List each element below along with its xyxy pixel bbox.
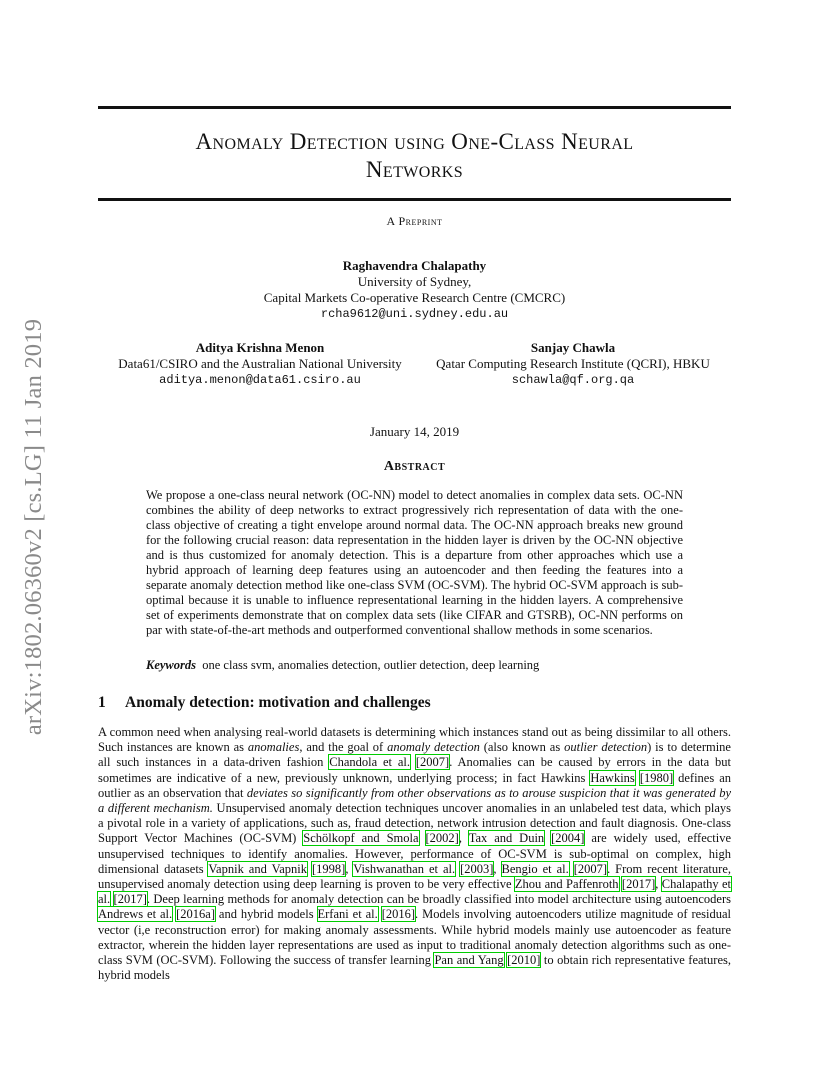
body-text-run: , [458, 831, 469, 846]
citation-link[interactable]: Hawkins [590, 770, 635, 785]
citation-year-link[interactable]: [2007] [415, 755, 450, 770]
author-name: Raghavendra Chalapathy [342, 258, 487, 273]
author-email[interactable]: schawla@qf.org.qa [511, 373, 635, 387]
author-affiliation: Qatar Computing Research Institute (QCRI), HBKU [436, 356, 710, 371]
section-title: Anomaly detection: motivation and challenges [125, 694, 431, 711]
paper-date: January 14, 2019 [369, 424, 460, 439]
citation-link[interactable]: Chalapathy et al. [98, 877, 732, 907]
body-text-run: and hybrid models [214, 907, 318, 922]
author-affiliation: Data61/CSIRO and the Australian National University [118, 356, 402, 371]
author-name: Aditya Krishna Menon [195, 340, 325, 355]
body-emphasis: deviates so significantly from other observations as to arouse suspicion that it was generated by a different mechanism. [98, 785, 731, 816]
citation-link[interactable]: Vishwanathan et al. [353, 861, 456, 876]
body-text-run: ) is to determine all such instances in a data-driven fashion [98, 740, 731, 770]
abstract-text: We propose a one-class neural network (OC-NN) model to detect anomalies in complex data sets. OC-NN combines the ability of deep networks to extract progressively rich representation of data with the one-class objective of creating a tight envelope around normal data. The OC-NN approach breaks new ground for the following crucial reason: data representation in the hidden layer is driven by the OC-NN objective and is thus customized for anomaly detection. This is a departure from other approaches which use a hybrid approach of learning deep features using an autoencoder and then feeding the features into a separate anomaly detection method like one-class SVM (OC-SVM). The hybrid OC-SVM approach is sub-optimal because it is unable to influence representational learning in the hidden layers. A comprehensive set of experiments demonstrate that on complex data sets (like CIFAR and GTSRB), OC-NN performs on par with state-of-the-art methods and outperformed conventional shallow methods in some scenarios. [146, 488, 683, 637]
preprint-label: A Preprint [386, 214, 443, 228]
body-text-run: , and the goal of [299, 740, 388, 755]
title-line-2: Networks [365, 157, 464, 182]
body-text-run: . From recent literature, unsupervised anomaly detection using deep learning is proven to be very effective [98, 861, 731, 892]
body-emphasis: anomaly detection [387, 740, 480, 755]
body-text-run: . Anomalies can be caused by errors in the data but sometimes are indicative of a new, previously unknown, underlying process; in fact Hawkins [98, 755, 731, 785]
body-text-run: are widely used, effective unsupervised techniques to identify anomalies. However, performance of OC-SVM is sub-optimal on complex, high dimensional datasets [98, 831, 732, 876]
citation-year-link[interactable]: [1980] [639, 770, 674, 785]
citation-link[interactable]: Vapnik and Vapnik [208, 861, 308, 876]
citation-year-link[interactable]: [2017] [113, 892, 147, 907]
author-email[interactable]: rcha9612@uni.sydney.edu.au [320, 307, 509, 321]
body-text-run: (also known as [479, 740, 565, 755]
author-main [98, 258, 731, 322]
citation-year-link[interactable]: [2002] [425, 831, 459, 846]
body-text-run: Unsupervised anomaly detection techniques uncover anomalies in an unlabeled test data, which plays a pivotal role in a variety of applications, such as, fraud detection, network intrusion detection and fault diagnosis. One-class Support Vector Machines (OC-SVM) [98, 801, 731, 846]
section-heading [98, 694, 731, 712]
body-text-run: defines an outlier as an observation that [98, 770, 732, 800]
citation-year-link[interactable]: [2016] [381, 907, 416, 922]
citation-year-link[interactable]: [2007] [573, 861, 608, 876]
body-text-run: , [345, 861, 354, 876]
title-line-1: Anomaly Detection using One-Class Neural [195, 129, 634, 154]
title-rule-bottom [98, 198, 731, 201]
author-name: Sanjay Chawla [530, 340, 616, 355]
citation-year-link[interactable]: [2003] [460, 861, 494, 876]
citation-year-link[interactable]: [2004] [551, 831, 585, 846]
author-right [418, 340, 728, 388]
author-left [102, 340, 418, 388]
citation-link[interactable]: Erfani et al. [317, 907, 378, 922]
body-text-run: , [655, 877, 662, 892]
keywords-text: one class svm, anomalies detection, outlier detection, deep learning [202, 658, 540, 672]
author-affiliation: University of Sydney, [357, 274, 472, 289]
author-email[interactable]: aditya.menon@data61.csiro.au [159, 373, 361, 387]
citation-year-link[interactable]: [2016a] [176, 907, 215, 922]
citation-link[interactable]: Chandola et al. [329, 755, 411, 770]
body-text-run: . Models involving autoencoders utilize magnitude of residual vector (i,e reconstruction error) for making anomaly assessments. While hybrid models mainly use autoencoder as feature extractor, wherein the hidden layer representations are used as input to traditional anomaly detection algorithms such as one-class SVM (OC-SVM). Following the success of transfer learning [98, 907, 732, 968]
arxiv-side-stamp [14, 292, 54, 762]
citation-link[interactable]: Andrews et al. [98, 907, 173, 922]
citation-link[interactable]: Tax and Duin [468, 831, 545, 846]
title-rule-top [98, 106, 731, 109]
arxiv-identifier: arXiv:1802.06360v2 [cs.LG] 11 Jan 2019 [20, 318, 47, 736]
citation-year-link[interactable]: [2017] [621, 877, 656, 892]
section-number: 1 [98, 694, 106, 711]
citation-year-link[interactable]: [1998] [312, 861, 346, 876]
body-text-run: , [493, 861, 502, 876]
body-paragraph [98, 725, 731, 983]
abstract-heading: Abstract [383, 459, 446, 474]
citation-year-link[interactable]: [2010] [507, 953, 541, 968]
paper-title [98, 128, 731, 184]
author-affiliation: Capital Markets Co-operative Research Centre (CMCRC) [263, 290, 566, 305]
keywords-label: Keywords [146, 658, 196, 672]
citation-link[interactable]: Schölkopf and Smola [303, 831, 419, 846]
citation-link[interactable]: Bengio et al. [501, 861, 569, 876]
body-emphasis: anomalies [247, 740, 300, 755]
body-text-run: to obtain rich representative features, hybrid models [98, 953, 731, 983]
citation-link[interactable]: Zhou and Paffenroth [514, 877, 619, 892]
body-emphasis: outlier detection [564, 740, 648, 755]
keywords [146, 658, 683, 673]
body-text-run: A common need when analysing real-world datasets is determining which instances stand out as being dissimilar to all others. Such instances are known as [98, 725, 731, 755]
body-text-run: . Deep learning methods for anomaly detection can be broadly classified into model architecture using autoencoders [146, 892, 732, 907]
citation-link[interactable]: Pan and Yang [434, 953, 504, 968]
